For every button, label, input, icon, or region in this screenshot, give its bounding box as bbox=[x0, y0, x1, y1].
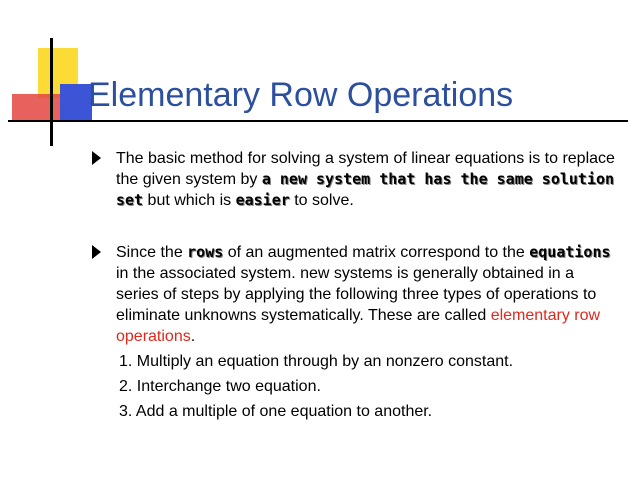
bullet-1-text-a: The basic method for solving a system of linear equations is to replace the given system by bbox=[116, 150, 615, 188]
operation-step-3: 3. Add a multiple of one equation to another. bbox=[119, 403, 433, 420]
bullet-1-text-c: to solve. bbox=[289, 192, 354, 209]
decor-vertical-line bbox=[50, 38, 53, 146]
bullet-arrow-icon bbox=[92, 151, 101, 165]
operation-step-1: 1. Multiply an equation through by an nonzero constant. bbox=[119, 353, 514, 370]
bullet-2-emphasis-rows: rows bbox=[187, 243, 224, 261]
bullet-2-text-c: in the associated system. new systems is generally obtained in a series of steps by applying the following three types of operations to eliminate unknowns systematically. These are called bbox=[116, 265, 597, 324]
bullet-text-1 bbox=[116, 148, 616, 211]
bullet-2-emphasis-equations: equations bbox=[529, 243, 611, 261]
bullet-2-text-d: . bbox=[190, 328, 196, 345]
slide-title: Elementary Row Operations bbox=[88, 76, 514, 114]
bullet-text-2 bbox=[116, 242, 616, 347]
bullet-2-text-a: Since the bbox=[116, 244, 188, 261]
operation-step-2: 2. Interchange two equation. bbox=[119, 378, 321, 395]
title-divider bbox=[8, 120, 628, 122]
bullet-1-text-b: but which is bbox=[143, 192, 236, 209]
bullet-1-emphasis-easier: easier bbox=[235, 191, 290, 209]
bullet-arrow-icon bbox=[92, 245, 101, 259]
bullet-2-highlight-elementary-row-operations: elementary row operations bbox=[116, 307, 601, 345]
bullet-1-emphasis-new-system: a new system that has the same solution set bbox=[116, 170, 615, 209]
bullet-2-text-b: of an augmented matrix correspond to the bbox=[223, 244, 530, 261]
